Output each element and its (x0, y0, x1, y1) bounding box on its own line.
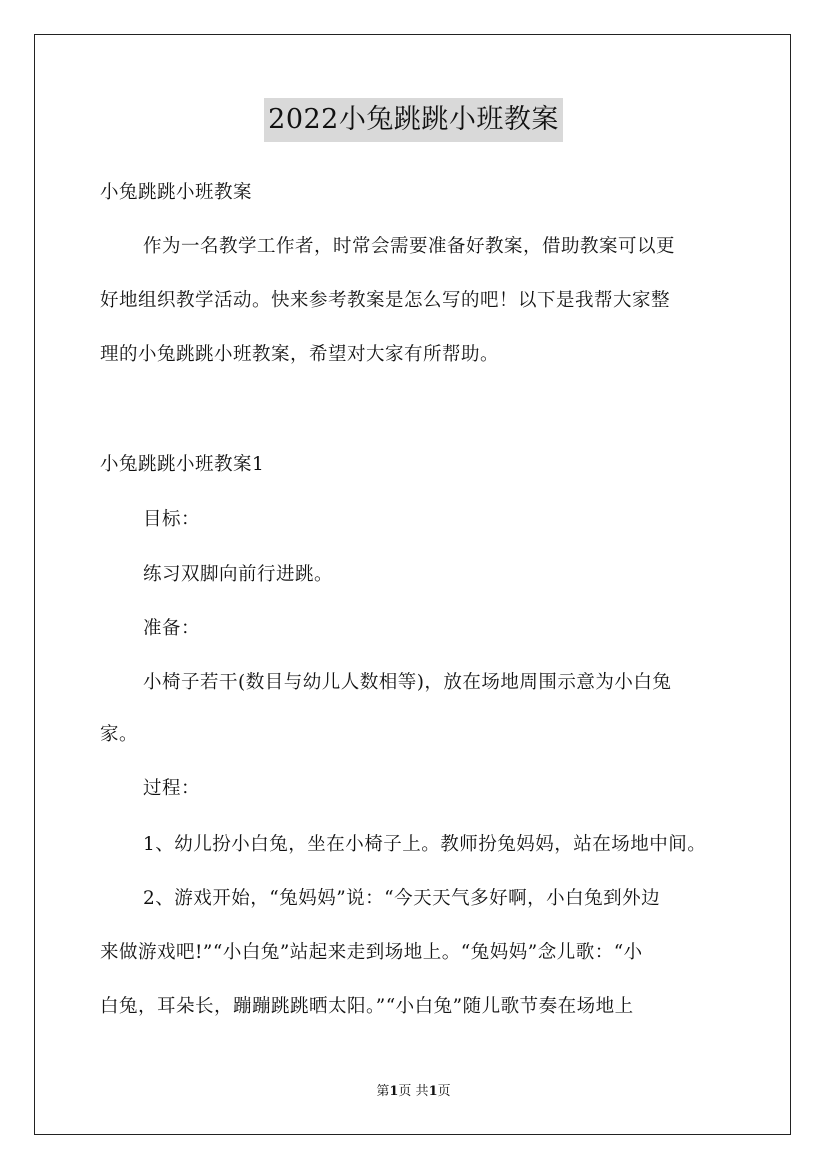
footer-prefix: 第 (376, 1084, 390, 1099)
prep-label: 准备： (143, 618, 201, 639)
subtitle: 小兔跳跳小班教案 (100, 182, 253, 203)
page-footer (0, 1082, 827, 1102)
prep-line-1: 小椅子若干(数目与幼儿人数相等)，放在场地周围示意为小白兔 (143, 672, 672, 693)
goal-label: 目标： (143, 509, 201, 530)
document-title: 2022小兔跳跳小班教案 (264, 98, 563, 142)
prep-line-2: 家。 (100, 724, 139, 745)
footer-suffix: 页 (437, 1084, 451, 1099)
step-2-line-3: 白兔，耳朵长，蹦蹦跳跳晒太阳。”“小白兔”随儿歌节奏在场地上 (100, 996, 634, 1017)
step-2-line-1: 2、游戏开始，“兔妈妈”说：“今天天气多好啊，小白兔到外边 (143, 888, 661, 909)
step-1: 1、幼儿扮小白兔，坐在小椅子上。教师扮兔妈妈，站在场地中间。 (143, 834, 707, 855)
title-container (0, 98, 827, 142)
step-2-line-2: 来做游戏吧!”“小白兔”站起来走到场地上。“兔妈妈”念儿歌：“小 (100, 942, 643, 963)
process-label: 过程： (143, 778, 201, 799)
section-heading: 小兔跳跳小班教案1 (100, 454, 265, 475)
footer-mid: 页 共 (398, 1084, 429, 1099)
goal-text: 练习双脚向前行进跳。 (143, 564, 334, 585)
intro-line-1: 作为一名教学工作者，时常会需要准备好教案，借助教案可以更 (143, 236, 676, 257)
intro-line-2: 好地组织教学活动。快来参考教案是怎么写的吧！以下是我帮大家整 (100, 290, 671, 311)
intro-line-3: 理的小兔跳跳小班教案，希望对大家有所帮助。 (100, 344, 500, 365)
footer-page-number: 1 (389, 1084, 399, 1099)
footer-page-total: 1 (428, 1084, 438, 1099)
